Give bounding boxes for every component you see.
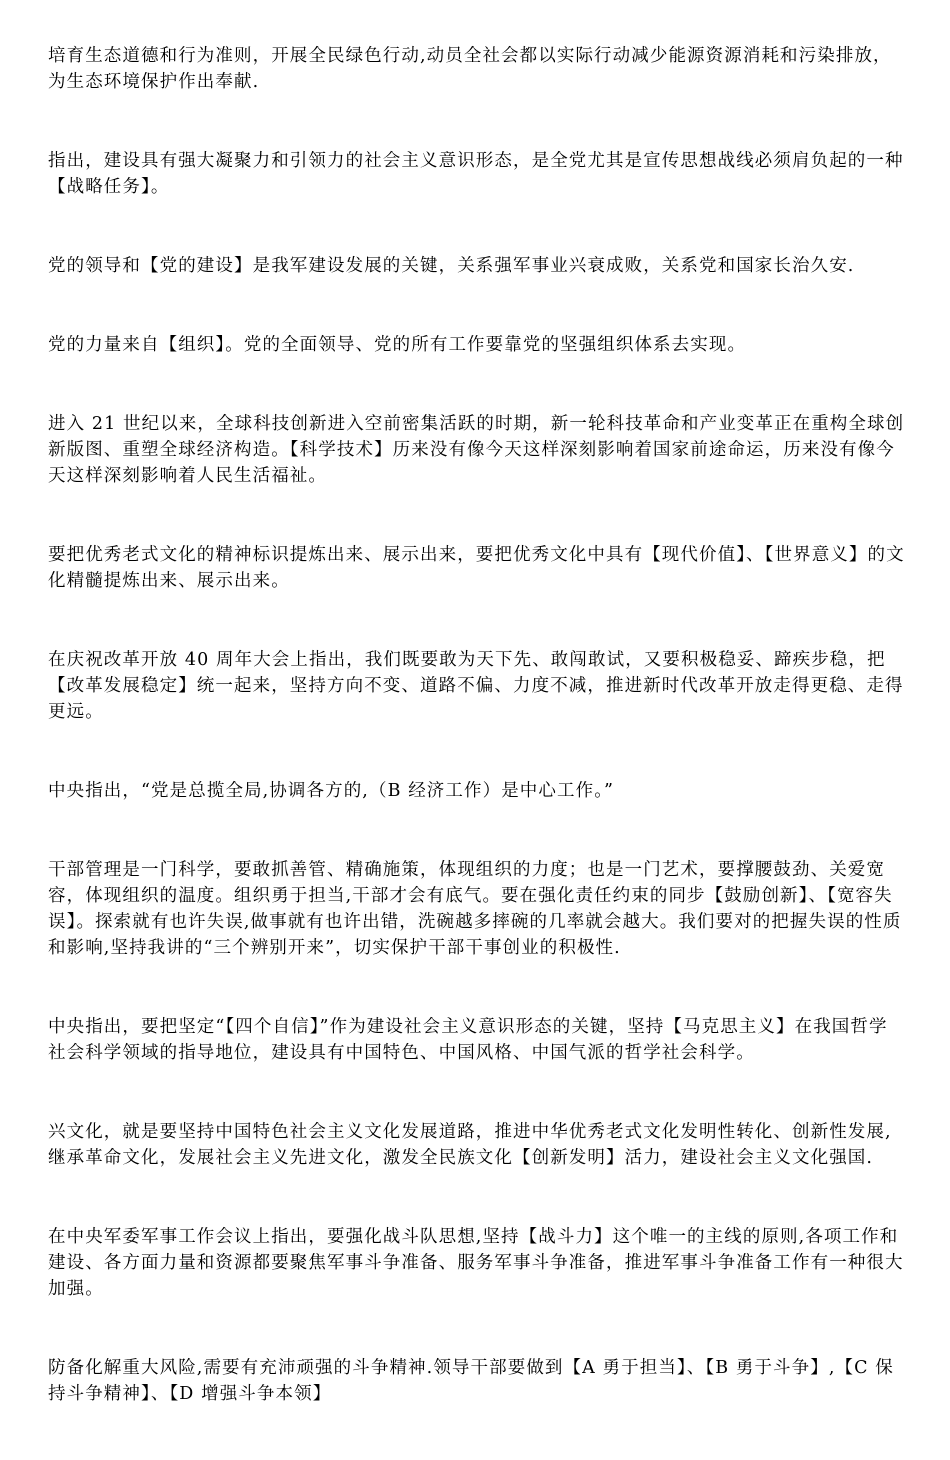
- paragraph: 在庆祝改革开放 40 周年大会上指出，我们既要敢为天下先、敢闯敢试，又要积极稳妥、蹄疾步稳，把【改革发展稳定】统一起来，坚持方向不变、道路不偏、力度不减，推进新时代改革开放走得更稳、走得更远。: [48, 650, 904, 722]
- paragraph: 在中央军委军事工作会议上指出，要强化战斗队思想,坚持【战斗力】这个唯一的主线的原则,各项工作和建设、各方面力量和资源都要聚焦军事斗争准备、服务军事斗争准备，推进军事斗争准备工作有一种很大加强。: [48, 1227, 904, 1299]
- paragraph: 中央指出，要把坚定“【四个自信】”作为建设社会主义意识形态的关键，坚持【马克思主义】在我国哲学社会科学领域的指导地位，建设具有中国特色、中国风格、中国气派的哲学社会科学。: [48, 1017, 888, 1063]
- paragraph: 干部管理是一门科学，要敢抓善管、精确施策，体现组织的力度；也是一门艺术，要撑腰鼓劲、关爱宽容，体现组织的温度。组织勇于担当,干部才会有底气。要在强化责任约束的同步【鼓励创新】、【宽容失误】。探索就有也许失误,做事就有也许出错，洗碗越多摔碗的几率就会越大。我们要对的把握失误的性质和影响,坚持我讲的“三个辨别开来”，切实保护干部干事创业的积极性.: [48, 860, 902, 958]
- document-page: [48, 38, 906, 1460]
- paragraph: 兴文化，就是要坚持中国特色社会主义文化发展道路，推进中华优秀老式文化发明性转化、创新性发展,继承革命文化，发展社会主义先进文化，激发全民族文化【创新发明】活力，建设社会主义文化强国.: [48, 1122, 892, 1168]
- paragraph: 进入 21 世纪以来，全球科技创新进入空前密集活跃的时期，新一轮科技革命和产业变革正在重构全球创新版图、重塑全球经济构造。【科学技术】历来没有像今天这样深刻影响着国家前途命运，历来没有像今天这样深刻影响着人民生活福祉。: [48, 414, 905, 486]
- paragraph: 指出，建设具有强大凝聚力和引领力的社会主义意识形态，是全党尤其是宣传思想战线必须肩负起的一种【战略任务】。: [48, 151, 904, 197]
- paragraph: 党的领导和【党的建设】是我军建设发展的关键，关系强军事业兴衰成败，关系党和国家长治久安.: [48, 256, 855, 276]
- paragraph: 党的力量来自【组织】。党的全面领导、党的所有工作要靠党的坚强组织体系去实现。: [48, 335, 747, 355]
- paragraph: 培育生态道德和行为准则，开展全民绿色行动,动员全社会都以实际行动减少能源资源消耗和污染排放，为生态环境保护作出奉献.: [48, 46, 892, 92]
- paragraph: 要把优秀老式文化的精神标识提炼出来、展示出来，要把优秀文化中具有【现代价值】、【世界意义】的文化精髓提炼出来、展示出来。: [48, 545, 905, 591]
- paragraph: 防备化解重大风险,需要有充沛顽强的斗争精神.领导干部要做到【A 勇于担当】、【B 勇于斗争】,【C 保持斗争精神】、【D 增强斗争本领】: [48, 1358, 894, 1404]
- paragraph: 中央指出，“党是总揽全局,协调各方的,（B 经济工作）是中心工作。”: [48, 781, 615, 801]
